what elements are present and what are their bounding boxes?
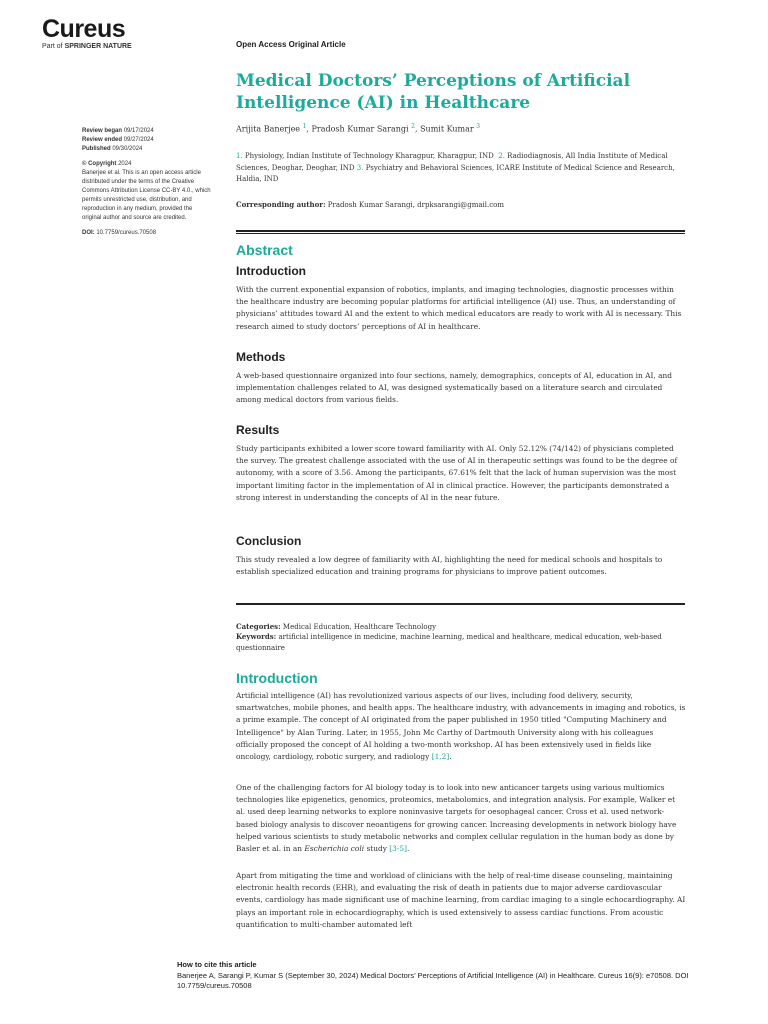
intro-paragraph-1: Artificial intelligence (AI) has revolutionized various aspects of our lives, including food delivery, security, smartwatches, mobile phones, and health apps. The healthcare industry, with advancements in imaging and robotics, is a prime example. The concept of AI originated from the paper published in 1950 titled "Computing Machinery and Intelligence" by Alan Turing. Later, in 1955, John Mc Carthy of Dartmouth University along with his colleagues officially proposed the concept of AI holding a two-month workshop. AI has been extensively used in fields like oncology, cardiology, robotic surgery, and radiology [1,2]. xyxy=(236,691,686,762)
intro-paragraph-2: One of the challenging factors for AI biology today is to look into new anticancer targets using various multiomics technologies like epigenetics, genomics, proteomics, metabolomics, and integration analysis. For example, Walker et al. used deep learning networks to explore noninvasive targets for oesophageal cancer. Cross et al. used network-based biology analysis to discover neoantigens for growing cancer. Increasing developments in network biology have helped various scientists to study metabolic networks and complex cellular regulation in the human body as done by Basler et al. in an Escherichia coli study [3-5]. xyxy=(236,783,677,854)
corresponding-author xyxy=(236,200,504,209)
affil-number: 2. xyxy=(498,152,505,160)
doi: DOI: 10.7759/cureus.70508 xyxy=(82,230,157,236)
abstract-conclusion-text: This study revealed a low degree of familiarity with AI, highlighting the need for medical schools and hospitals to establish specialized education and training programs for physicians to improve patient outcomes. xyxy=(236,555,663,577)
corresponding-value[interactable]: Pradosh Kumar Sarangi, drpksarangi@gmail.com xyxy=(327,201,504,209)
author-affil-num: 3 xyxy=(476,123,481,130)
abstract-results-heading: Results xyxy=(236,423,280,437)
citation-link[interactable]: [3-5] xyxy=(389,844,407,854)
journal-logo[interactable] xyxy=(42,16,132,51)
author-name[interactable]: Sumit Kumar xyxy=(420,124,474,134)
license-text: Banerjee et al. This is an open access article distributed under the terms of the Creative Commons Attribution License CC-BY 4.0., which permits unrestricted use, distribution, and reproduction in any medium, provided the original author and source are credited. xyxy=(82,170,211,221)
publisher-line: Part of SPRINGER NATURE xyxy=(42,43,132,50)
review-began: Review began 09/17/2024 xyxy=(82,128,154,134)
journal-name: Cureus xyxy=(42,15,126,43)
abstract-intro-text: With the current exponential expansion of robotics, implants, and imaging technologies, diagnostic processes within the healthcare industry are becoming popular platforms for artificial intelligence (AI) use. Thus, an understanding of physicians’ attitudes toward AI and the extent to which medical educators are ready to work with AI is necessary. This research aimed to study doctors’ perceptions of AI in healthcare. xyxy=(236,285,682,331)
affil-number: 1. xyxy=(236,152,243,160)
affil-text: Physiology, Indian Institute of Technology Kharagpur, Kharagpur, IND xyxy=(244,152,494,160)
copyright: © Copyright 2024 xyxy=(82,161,132,167)
abstract-intro-heading: Introduction xyxy=(236,264,306,278)
article-type: Open Access Original Article xyxy=(236,40,346,49)
section-divider xyxy=(236,230,685,234)
abstract-results-text: Study participants exhibited a lower score toward familiarity with AI. Only 52.12% (74/142) of physicians completed the survey. The greatest challenge associated with the use of AI in therapeutic settings was found to be the degree of autonomy, with a score of 3.56. Among the participants, 67.61% felt that the lack of human supervision was the most important limiting factor in the implementation of AI in clinical practice. However, the participants demonstrated a strong interest in understanding the concepts of AI in the near future. xyxy=(236,444,678,502)
how-to-cite-text: Banerjee A, Sarangi P, Kumar S (September 30, 2024) Medical Doctors’ Perceptions of Artificial Intelligence (AI) in Healthcare. Cureus 16(9): e70508. DOI 10.7759/cureus.70508 xyxy=(177,970,689,990)
affiliations xyxy=(236,151,676,186)
author-affil-num: 2 xyxy=(411,123,415,130)
abstract-conclusion-heading: Conclusion xyxy=(236,534,302,548)
citation-link[interactable]: [1,2] xyxy=(431,752,450,762)
keywords: Keywords: artificial intelligence in medicine, machine learning, medical and healthcare, medical education, web-based questionnaire xyxy=(236,632,662,652)
author-affil-num: 1 xyxy=(302,123,307,130)
affil-text: Radiodiagnosis, All India Institute of Medical Sciences, Deoghar, Deoghar, IND xyxy=(236,152,668,172)
article-title: Medical Doctors’ Perceptions of Artificial Intelligence (AI) in Healthcare xyxy=(236,71,631,113)
section-divider xyxy=(236,603,685,605)
affil-text: Psychiatry and Behavioral Sciences, ICARE Institute of Medical Science and Research, Haldia, IND xyxy=(236,163,675,183)
how-to-cite-heading: How to cite this article xyxy=(177,960,257,969)
author-list: Arijita Banerjee $^1$, Pradosh Kumar Sarangi $^2$, Sumit Kumar $^3$ xyxy=(236,123,481,134)
doi-link[interactable]: 10.7759/cureus.70508 xyxy=(96,230,157,236)
abstract-heading: Abstract xyxy=(236,242,293,258)
review-ended: Review ended 09/27/2024 xyxy=(82,137,154,143)
abstract-methods-heading: Methods xyxy=(236,350,286,364)
categories: Categories: Medical Education, Healthcare Technology xyxy=(236,622,437,631)
article-info-sidebar xyxy=(82,127,212,238)
intro-paragraph-3: Apart from mitigating the time and workload of clinicians with the help of real-time disease counseling, maintaining electronic health records (EHR), and evaluating the risk of death in patients due to major adverse cardiovascular events, cardiology has made significant use of machine learning, from cardiac imaging to a single echocardiography. AI plays an important role in echocardiography, which is used extensively to assess cardiac functions. From acoustic quantification to multi-chamber automated left xyxy=(236,871,686,929)
author-name[interactable]: Pradosh Kumar Sarangi xyxy=(311,124,409,134)
corresponding-label: Corresponding author: xyxy=(236,200,326,209)
abstract-methods-text: A web-based questionnaire organized into four sections, namely, demographics, concepts of AI, education in AI, and implementation challenges related to AI, was designed systematically based on a literature search and circulated among medical doctors from various fields. xyxy=(236,371,672,405)
author-name[interactable]: Arijita Banerjee xyxy=(236,124,301,134)
how-to-cite xyxy=(177,960,717,992)
affil-number: 3. xyxy=(356,163,364,172)
introduction-heading: Introduction xyxy=(236,670,318,686)
published-date: Published 09/30/2024 xyxy=(82,146,143,152)
